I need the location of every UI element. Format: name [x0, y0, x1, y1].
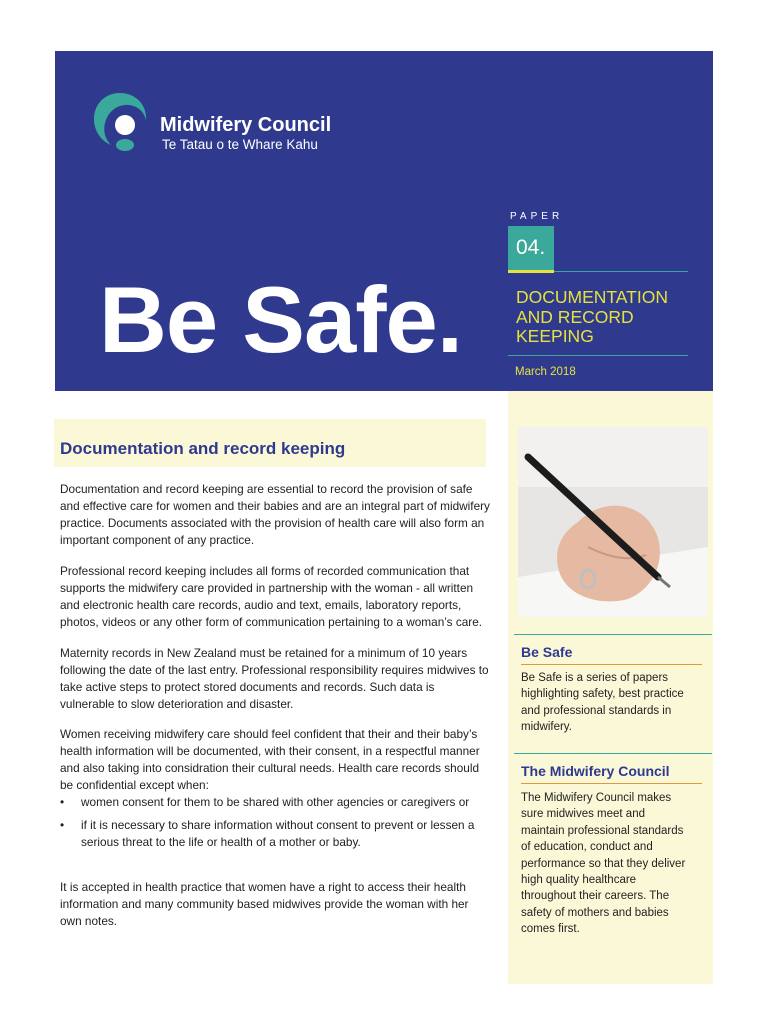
- divider: [554, 271, 688, 272]
- paper-number: 04.: [516, 236, 546, 259]
- section-heading: Documentation and record keeping: [60, 439, 346, 458]
- be-safe-text: Be Safe is a series of papers highlighting safety, best practice and professional standards in midwifery.: [521, 672, 684, 734]
- main-body: [60, 481, 490, 944]
- sidebar: [508, 391, 713, 984]
- exception-list: [60, 794, 490, 851]
- header-banner: [55, 51, 713, 391]
- council-text: The Midwifery Council makes sure midwives meet and maintain professional standards of education, conduct and performance so that they deliver high quality healthcare throughout their careers. The safety of mothers and babies comes first.: [521, 792, 686, 936]
- bullet-icon: •: [60, 795, 65, 809]
- divider: [508, 355, 688, 356]
- council-heading: The Midwifery Council: [521, 763, 670, 779]
- section-heading-box: [54, 419, 486, 467]
- divider: [514, 634, 712, 635]
- paper-number-box: [508, 226, 554, 273]
- body-paragraph: Documentation and record keeping are essential to record the provision of safe and effective care for women and their babies and are an integral part of midwifery practice. Documents associated with the provision of health care will also form an important component of any practice.: [60, 482, 490, 547]
- publication-date: March 2018: [515, 366, 576, 378]
- body-paragraph: Professional record keeping includes all forms of recorded communication that supports the midwifery care provided in partnership with the woman - all written and electronic health care records, audio and text, emails, laboratory reports, photos, videos or any other form of communication pertaining to a woman’s care.: [60, 564, 483, 629]
- body-paragraph: Women receiving midwifery care should feel confident that their and their baby’s health information will be documented, with their consent, in a respectful manner and also taking into considration their cultural needs. Health care records should be confidential except when:: [60, 727, 480, 792]
- divider: [521, 664, 702, 665]
- divider: [521, 783, 702, 784]
- list-item: [60, 794, 490, 811]
- org-name: Midwifery Council: [160, 114, 332, 136]
- hand-writing-photo: [518, 427, 708, 617]
- divider: [514, 753, 712, 754]
- document-title: [516, 288, 706, 347]
- document-title-line: AND RECORD: [516, 306, 634, 327]
- midwifery-council-logo-icon: [91, 89, 149, 155]
- hand-writing-image: [518, 427, 708, 617]
- document-title-line: KEEPING: [516, 326, 594, 346]
- list-item: [60, 817, 490, 851]
- paper-label: PAPER: [510, 211, 564, 222]
- page-title: Be Safe.: [99, 267, 462, 372]
- bullet-icon: •: [60, 818, 65, 832]
- be-safe-heading: Be Safe: [521, 644, 573, 660]
- list-item-text: women consent for them to be shared with other agencies or caregivers or: [81, 795, 470, 809]
- list-item-text: if it is necessary to share information without consent to prevent or lessen a serious threat to the life or health of a mother or baby.: [81, 818, 475, 849]
- body-paragraph: It is accepted in health practice that women have a right to access their health information and many community based midwives provide the woman with her own notes.: [60, 880, 469, 928]
- org-tagline: Te Tatau o te Whare Kahu: [162, 137, 318, 152]
- document-title-line: DOCUMENTATION: [516, 287, 668, 307]
- body-paragraph: Maternity records in New Zealand must be retained for a minimum of 10 years following the date of the last entry. Professional responsibility requires midwives to take active steps to protect stored documents and records. Such data is vulnerable to slow deterioration and disaster.: [60, 646, 489, 711]
